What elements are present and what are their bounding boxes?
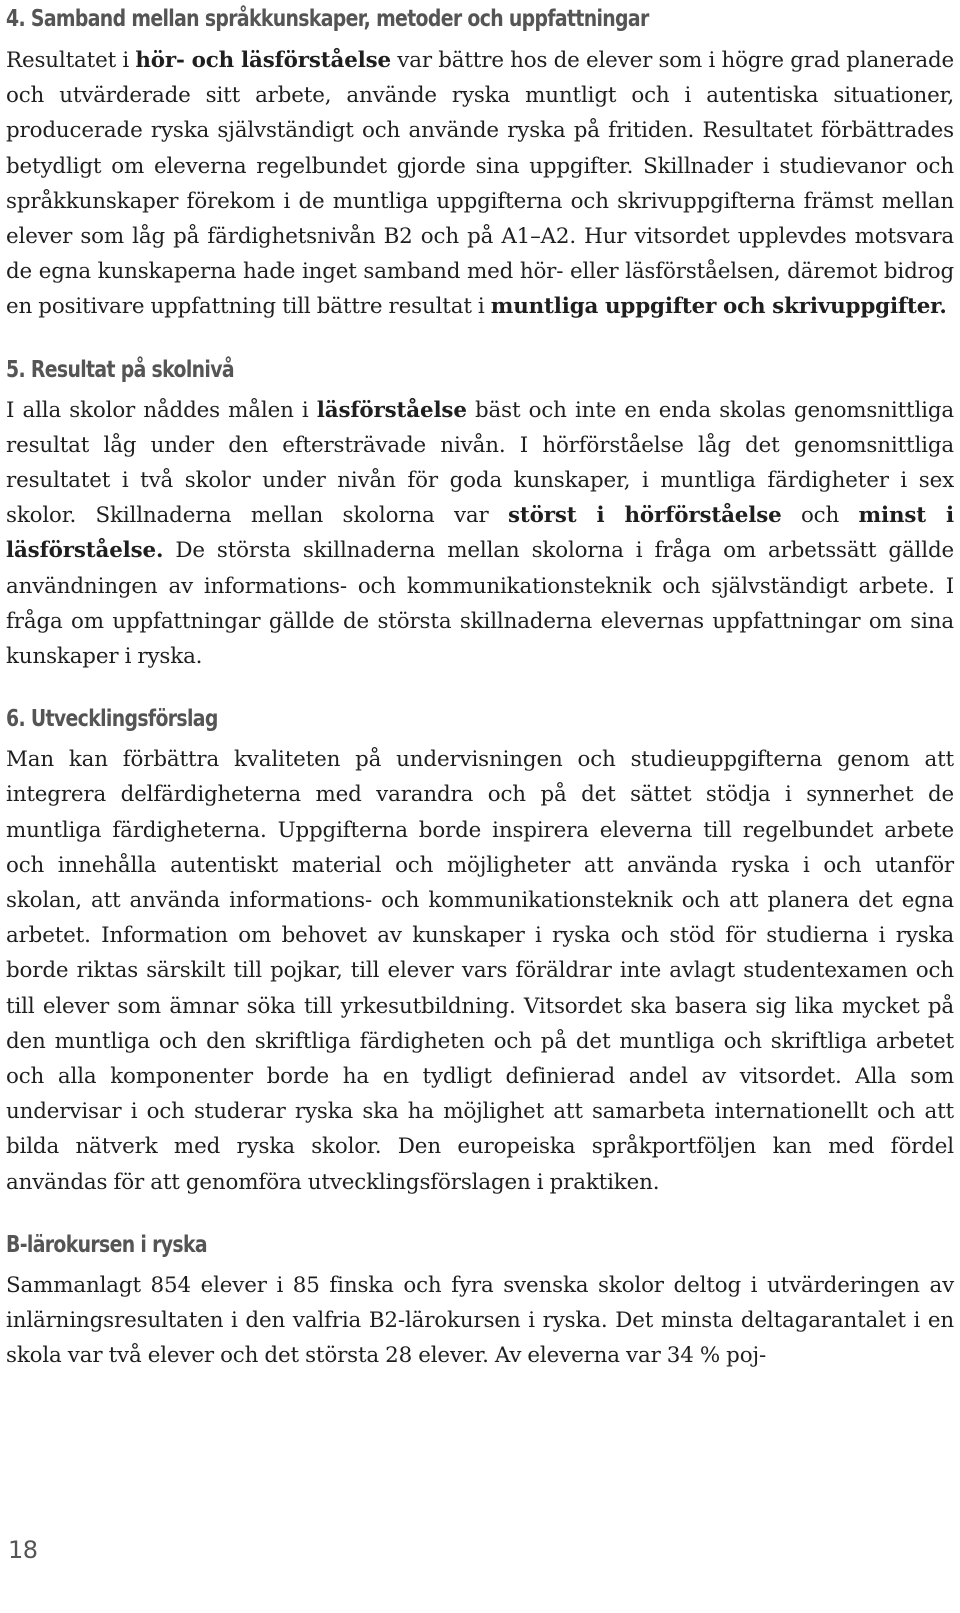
section-paragraph-b-larokursen: Sammanlagt 854 elever i 85 finska och fyra svenska skolor deltog i utvärderingen av inlärningsresultaten i den valfria B2-lärokursen i ryska. Det minsta deltagarantalet i en skola var två elever och det största 28 elever. Av eleverna var 34 % poj- bbox=[6, 1272, 954, 1369]
section-heading-skolniva: 5. Resultat på skolnivå bbox=[6, 356, 234, 383]
section-heading-b-larokursen: B-lärokursen i ryska bbox=[6, 1231, 207, 1258]
section-paragraph-skolniva: I alla skolor nåddes målen i läsförståelse bäst och inte en enda skolas genomsnittliga resultat låg under den eftersträvade nivån. I hörförståelse låg det genomsnittliga resultatet i två skolor under nivån för goda kunskaper, i muntliga färdigheter i sex skolor. Skillnaderna mellan skolorna var störst i hörförståelse och minst i läsförståelse. De största skillnaderna mellan skolorna i fråga om arbetssätt gällde användningen av informations- och kommunikationsteknik och självständigt arbete. I fråga om uppfattningar gällde de största skillnaderna elevernas uppfattningar om sina kunskaper i ryska. bbox=[6, 397, 955, 670]
page-number: 18 bbox=[8, 1536, 38, 1564]
section-paragraph-utvecklingsforslag: Man kan förbättra kvaliteten på undervisningen och studieuppgifterna genom att integrera delfärdigheterna med varandra och på det sättet stödja i synnerhet de muntliga färdigheterna. Uppgifterna borde inspirera eleverna till regelbundet arbete och innehålla autentiskt material och möjligheter att använda ryska i och utanför skolan, att använda informations- och kommunikationsteknik och att planera det egna arbetet. Information om behovet av kunskaper i ryska och stöd för studierna i ryska borde riktas särskilt till pojkar, till elever vars föräldrar inte avlagt studentexamen och till elever som ämnar söka till yrkesutbildning. Vitsordet ska basera sig lika mycket på den muntliga och den skriftliga färdigheten och på det muntliga och skriftliga arbetet och alla komponenter borde ha en tydligt definierad andel av vitsordet. Alla som undervisar i och studerar ryska ska ha möjlighet att samarbeta internationellt och att bilda nätverk med ryska skolor. Den europeiska språkportföljen kan med fördel användas för att genomföra utvecklingsförslagen i praktiken. bbox=[6, 747, 954, 1195]
document-page bbox=[6, 0, 954, 1374]
section-heading-samband: 4. Samband mellan språkkunskaper, metoder och uppfattningar bbox=[6, 6, 649, 32]
section-heading-utvecklingsforslag: 6. Utvecklingsförslag bbox=[6, 706, 218, 733]
section-paragraph-samband: Resultatet i hör- och läsförståelse var bättre hos de elever som i högre grad planerade och utvärderade sitt arbete, använde ryska muntligt och i autentiska situationer, producerade ryska självständigt och använde ryska på fritiden. Resultatet förbättrades betydligt om eleverna regelbundet gjorde sina uppgifter. Skillnader i studievanor och språkkunskaper förekom i de muntliga uppgifterna och skrivuppgifterna främst mellan elever som låg på färdighetsnivån B2 och på A1–A2. Hur vitsordet upplevdes motsvara de egna kunskaperna hade inget samband med hör- eller läsförståelsen, däremot bidrog en positivare uppfattning till bättre resultat i muntliga uppgifter och skrivuppgifter. bbox=[6, 48, 954, 320]
